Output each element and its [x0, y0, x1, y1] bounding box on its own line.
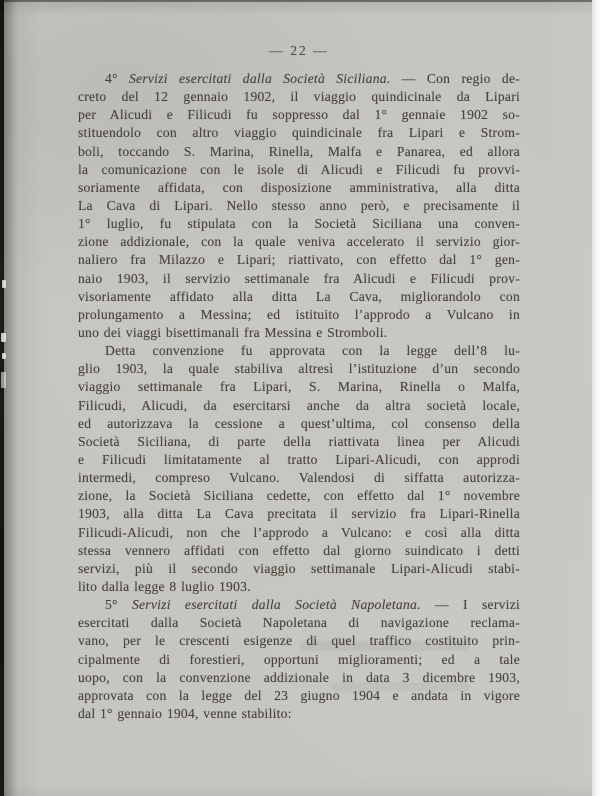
text-line [78, 270, 520, 288]
scan-artifact [2, 353, 6, 359]
body-text: cipalmente di forestieri, opportuni miglioramenti; ed a tale [78, 651, 520, 667]
text-line [78, 378, 520, 396]
text-line [78, 651, 520, 669]
text-line [78, 705, 520, 723]
body-text: soriamente affidata, con disposizione amministrativa, alla ditta [78, 179, 520, 195]
body-text: e Filicudi limitatamente al tratto Lipari-Alicudi, con approdi [78, 451, 520, 467]
body-text: 5° [105, 597, 132, 613]
body-text: Filicudi, Alicudi, da esercitarsi anche da altra società locale, [78, 397, 520, 413]
scan-artifact [1, 333, 6, 342]
text-line [78, 288, 520, 306]
body-text: — I servizi [420, 597, 520, 613]
body-text: uno dei viaggi bisettimanali fra Messina e Stromboli. [78, 324, 388, 340]
text-line [78, 306, 520, 324]
text-line [78, 215, 520, 233]
body-text: ed autorizzava la cessione a quest’ultima, col consenso della [78, 415, 520, 431]
italic-heading-text: Servizi esercitati dalla Società Napoletana. [131, 597, 421, 613]
text-line [78, 487, 520, 505]
text-line [78, 433, 520, 451]
body-text: la comunicazione con le isole di Alicudi e Filicudi fu provvi- [78, 161, 520, 177]
text-line [78, 197, 520, 215]
binding-shadow [4, 0, 18, 796]
scan-edge-right [592, 0, 600, 796]
body-text: stituendolo con altro viaggio quindicinale fra Lipari e Strom- [78, 125, 520, 141]
body-text: stessa vennero affidati con effetto dal giorno suindicato i detti [78, 542, 520, 558]
body-text: Società Siciliana, di parte della riattivata linea per Alicudi [78, 433, 520, 449]
text-line [78, 596, 520, 614]
scan-edge-top [0, 0, 600, 2]
text-line [78, 324, 520, 342]
text-line [78, 505, 520, 523]
body-text: esercitati dalla Società Napoletana di navigazione reclama- [78, 615, 520, 631]
text-line [78, 143, 520, 161]
body-text: servizi, più il secondo viaggio settimanale Lipari-Alicudi stabi- [78, 560, 520, 576]
body-text: zione addizionale, con la quale veniva accelerato il servizio gior- [78, 234, 520, 250]
text-line [78, 106, 520, 124]
scan-artifact [1, 372, 6, 388]
page-number: — 22 — [269, 43, 329, 58]
text-line [78, 415, 520, 433]
body-text: naio 1903, il servizio settimanale fra Alicudi e Filicudi prov- [78, 270, 520, 286]
body-text: zione, la Società Siciliana cedette, con effetto dal 1° novembre [78, 488, 520, 504]
scan-edge-left [0, 0, 4, 796]
text-line [78, 451, 520, 469]
text-line [78, 524, 520, 542]
body-text: 1903, alla ditta La Cava precitata il servizio fra Lipari-Rinella [78, 506, 520, 522]
text-line [78, 469, 520, 487]
italic-heading-text: Servizi esercitati dalla Società Siciliana. [128, 71, 391, 86]
text-line [78, 669, 520, 687]
page-body [78, 70, 520, 723]
body-text: boli, toccando S. Marina, Rinella, Malfa e Panarea, ed allora [78, 143, 520, 159]
body-text: vano, per le crescenti esigenze di quel traffico costituito prin- [78, 633, 520, 649]
scan-artifact [2, 280, 6, 288]
text-line [78, 124, 520, 142]
body-text: visoriamente affidato alla ditta La Cava, migliorandolo con [78, 288, 520, 304]
body-text: Detta convenzione fu approvata con la legge dell’8 lu- [105, 343, 520, 359]
text-line [78, 342, 520, 360]
text-line [78, 542, 520, 560]
body-text: dal 1° gennaio 1904, venne stabilito: [78, 705, 292, 721]
body-text: intermedi, compreso Vulcano. Valendosi di siffatta autorizza- [78, 470, 520, 486]
text-line [78, 560, 520, 578]
text-line [78, 88, 520, 106]
body-text: — Con regio de- [390, 71, 520, 86]
text-line [78, 614, 520, 632]
body-text: Filicudi-Alicudi, non che l’approdo a Vulcano: e così alla ditta [78, 524, 520, 540]
body-text: approvata con la legge del 23 giugno 1904 e andata in vigore [78, 687, 520, 703]
body-text: uopo, con la convenzione addizionale in data 3 dicembre 1903, [78, 669, 520, 685]
text-line [78, 161, 520, 179]
text-line [78, 578, 520, 596]
text-line [78, 251, 520, 269]
body-text: prolungamento a Messina; ed istituito l’approdo a Vulcano in [78, 306, 520, 322]
body-text: naliero fra Milazzo e Lipari; riattivato, con effetto dal 1° gen- [78, 252, 520, 268]
text-line [78, 397, 520, 415]
text-line [78, 360, 520, 378]
body-text: glio 1903, la quale stabiliva altresì l’istituzione d’un secondo [78, 361, 520, 377]
body-text: lito dalla legge 8 luglio 1903. [78, 578, 251, 594]
text-line [78, 179, 520, 197]
body-text: 1° luglio, fu stipulata con la Società Siciliana una conven- [78, 216, 520, 232]
text-line [78, 233, 520, 251]
body-text: creto del 12 gennaio 1902, il viaggio quindicinale da Lipari [78, 89, 520, 105]
body-text: La Cava di Lipari. Nello stesso anno però, e precisamente il [78, 197, 520, 213]
text-line [78, 687, 520, 705]
text-line [78, 70, 520, 88]
body-text: 4° [105, 71, 129, 86]
body-text: per Alicudi e Filicudi fu soppresso dal 1° gennaie 1902 so- [78, 107, 520, 123]
text-line [78, 632, 520, 650]
body-text: viaggio settimanale fra Lipari, S. Marina, Rinella o Malfa, [78, 379, 520, 395]
